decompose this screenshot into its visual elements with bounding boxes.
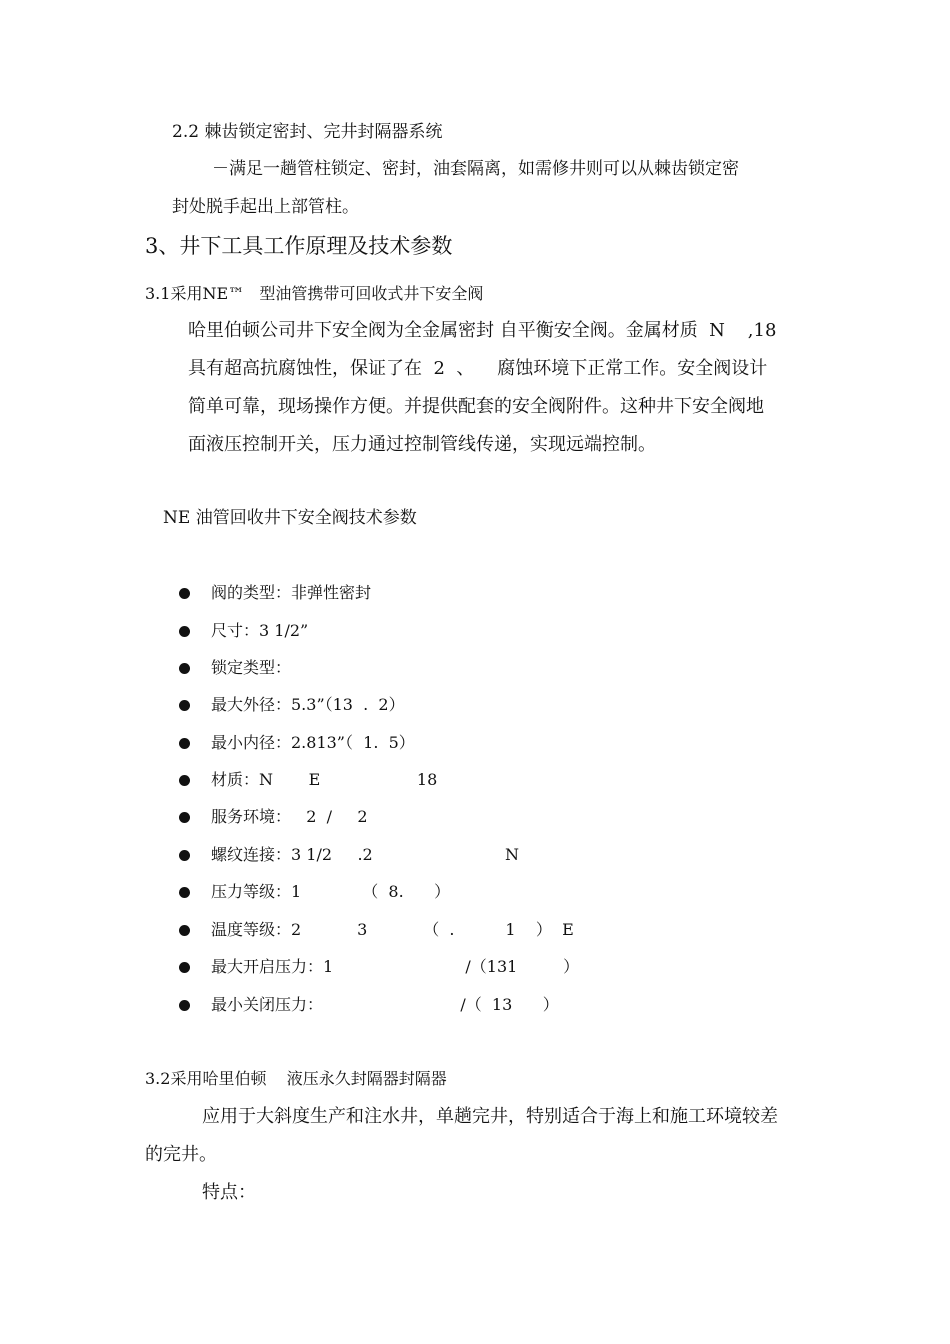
bullet-icon [179,700,190,711]
bullet-icon [179,962,190,973]
list-item-text: 服务环境： 2 / 2 [211,807,368,826]
bullet-icon [179,812,190,823]
section-3-1-text-line-2: 具有超高抗腐蚀性，保证了在 2 、 腐蚀环境下正常工作。安全阀设计 [188,358,768,379]
list-item-text: 最大外径：5.3”（13 . 2） [211,695,405,714]
list-item-text: 压力等级：1 （ 8. ） [211,882,451,901]
bullet-icon [179,850,190,861]
list-item-text: 最大开启压力：1 /（131 ） [211,957,580,976]
section-3-2-text-line-2: 的完井。 [145,1144,217,1165]
list-item-text: 阀的类型：非弹性密封 [211,583,372,602]
bullet-icon [179,887,190,898]
section-3-1-title: 3.1采用NE™ 型油管携带可回收式井下安全阀 [145,284,484,303]
bullet-icon [179,1000,190,1011]
section-3-2-title: 3.2采用哈里伯顿 液压永久封隔器封隔器 [145,1069,447,1088]
list-item-text: 尺寸：3 1/2” [211,621,309,640]
params-title: NE 油管回收井下安全阀技术参数 [163,508,417,528]
bullet-icon [179,626,190,637]
bullet-icon [179,588,190,599]
section-3-2-features-label: 特点： [202,1182,256,1203]
list-item-text: 锁定类型： [211,658,292,677]
bullet-icon [179,925,190,936]
section-2-2-text-line-2: 封处脱手起出上部管柱。 [172,197,359,217]
bullet-icon [179,663,190,674]
section-2-2-text-line-1: －满足一趟管柱锁定、密封，油套隔离，如需修井则可以从棘齿锁定密 [212,159,739,179]
bullet-icon [179,738,190,749]
bullet-icon [179,775,190,786]
section-2-2-title: 2.2 棘齿锁定密封、完井封隔器系统 [172,122,443,142]
section-3-1-text-line-1: 哈里伯顿公司井下安全阀为全金属密封 自平衡安全阀。金属材质 N ,18 [188,320,777,341]
section-3-1-text-line-3: 简单可靠，现场操作方便。并提供配套的安全阀附件。这种井下安全阀地 [188,396,764,417]
section-3-2-text-line-1: 应用于大斜度生产和注水井，单趟完井，特别适合于海上和施工环境较差 [202,1106,778,1127]
list-item-text: 最小关闭压力： /（ 13 ） [211,995,559,1014]
list-item-text: 温度等级：2 3 （ . 1 ） E [211,920,574,939]
section-3-1-text-line-4: 面液压控制开关，压力通过控制管线传递，实现远端控制。 [188,434,656,455]
list-item-text: 最小内径：2.813”（ 1. 5） [211,733,415,752]
list-item-text: 螺纹连接：3 1/2 .2 N [211,845,519,864]
section-3-heading: 3、井下工具工作原理及技术参数 [145,234,453,258]
list-item-text: 材质：N E 18 [211,770,438,789]
